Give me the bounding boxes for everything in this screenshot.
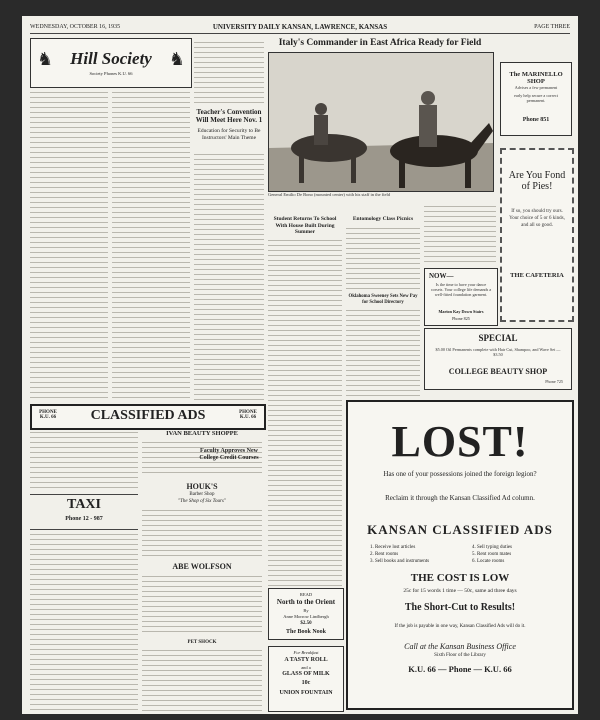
lost-paid: If the job is payable in one way, Kansan Classified Ads will do it. [394, 624, 526, 629]
lost-item: 5. Rent room mates [472, 552, 512, 557]
lost-body: Reclaim it through the Kansan Classified Ad column. [385, 494, 535, 502]
entomology-body [346, 226, 420, 290]
classified-header [30, 404, 266, 430]
taxi-title: TAXI [67, 497, 101, 512]
north-orient-label: READ [299, 592, 313, 597]
faculty-headline: Faculty Approves New College Credit Courses [199, 448, 259, 461]
north-orient-by: By [303, 608, 309, 613]
wolfson-body [142, 574, 262, 636]
column-3-body [194, 152, 264, 402]
lost-item: 6. Locate rooms [472, 559, 505, 564]
entomology-body-2 [346, 308, 420, 396]
classified-phone-right: PHONE K.U. 66 [239, 410, 257, 420]
masthead-date: WEDNESDAY, OCTOBER 16, 1935 [30, 24, 121, 30]
lost-item: 2. Rent rooms [370, 552, 399, 557]
masthead-page: PAGE THREE [534, 24, 570, 30]
newspaper-page [22, 16, 578, 714]
italy-caption: General Emilio De Bono (mounted center) with his staff in the field [268, 192, 391, 197]
tasty-roll-ad [268, 646, 344, 712]
lost-rates: 25c for 15 words 1 time — 50c, same ad three days [403, 588, 517, 594]
entomology-headline: Entomology Class Picnics [352, 216, 414, 222]
horse-rider-icon: ♞ [37, 49, 54, 69]
marinello-ad [500, 62, 572, 136]
wolfson-title: ABE WOLFSON [172, 562, 232, 571]
lost-phone: K.U. 66 — Phone — K.U. 66 [408, 664, 512, 674]
lost-items-left [370, 544, 460, 565]
entomology-sub: Oklahoma Sweeney Sets New Pay for School Directory [348, 294, 418, 305]
now-body: Is the time to have your dance corsets. Your college life demands a well-fitted foundation garment. [430, 282, 492, 297]
lost-ad [346, 400, 574, 710]
now-shop: Marion Kay Down Stairs [438, 309, 484, 314]
cafeteria-body: If so, you should try ours. Your choice of 5 or 6 kinds, and all so good. [509, 209, 565, 228]
society-column-2 [112, 90, 190, 400]
society-column-1 [30, 90, 108, 400]
special-name: COLLEGE BEAUTY SHOP [448, 367, 548, 376]
lost-short-cut: The Short-Cut to Results! [404, 602, 516, 613]
north-orient-title: North to the Orient [276, 598, 336, 606]
classified-column-1b [30, 532, 138, 714]
cafeteria-headline: Are You Fond of Pies! [508, 170, 566, 192]
houks-tag: "The Shop of Six Tours" [178, 499, 226, 504]
lost-item: 1. Receive lost articles [370, 545, 416, 550]
tasty-line3: GLASS OF MILK [282, 671, 330, 677]
lost-items-right [472, 544, 562, 565]
college-beauty-ad [424, 328, 572, 390]
now-phone: Phone 825 [452, 316, 470, 321]
special-phone: Phone 725 [545, 379, 563, 384]
tasty-line2: and a [301, 665, 311, 670]
tasty-name: UNION FOUNTAIN [279, 690, 333, 696]
classified-column-1 [30, 430, 138, 490]
taxi-phone: Phone 12 - 987 [65, 516, 103, 522]
tasty-price: 10c [301, 680, 311, 686]
special-title: SPECIAL [478, 333, 518, 343]
lost-headline: LOST! [391, 417, 529, 466]
taxi-ad [30, 494, 138, 530]
column-3-top [194, 40, 264, 104]
italy-headline: Italy's Commander in East Africa Ready for Field [278, 38, 482, 48]
hill-society-phones: Society Phones K.U. 66 [89, 71, 133, 76]
classified-phone-left: PHONE K.U. 66 [39, 410, 57, 420]
now-title: NOW— [429, 272, 454, 280]
now-ad [424, 268, 498, 326]
general-on-horse-photo [268, 52, 494, 192]
lost-banner: KANSAN CLASSIFIED ADS [367, 522, 553, 537]
marinello-line2: early help secure a correct permanent. [514, 93, 558, 103]
pet-body [142, 648, 262, 714]
houks-body [142, 508, 262, 558]
student-returns-headline: Student Returns To School With House Built During Summer [273, 216, 337, 235]
north-orient-ad [268, 588, 344, 640]
lost-item: 3. Sell books and instruments [370, 559, 430, 564]
student-returns-body [268, 238, 342, 608]
cafeteria-name: THE CAFETERIA [510, 272, 564, 279]
tasty-line1: A TASTY ROLL [284, 657, 328, 663]
column-6-top [424, 204, 496, 264]
hill-society-title: Hill Society [70, 49, 152, 68]
horse-rider-icon-right: ♞ [168, 49, 185, 69]
hill-society-banner [30, 38, 192, 88]
lost-cost: THE COST IS LOW [410, 572, 510, 584]
lost-item: 4. Sell typing duties [472, 545, 512, 550]
horses-illustration [269, 53, 493, 191]
teachers-subhead: Education for Security to Be Instructors' Main Theme [197, 128, 261, 141]
ivans-title: IVAN BEAUTY SHOPPE [166, 430, 238, 437]
marinello-title: The MARINELLO SHOP [509, 71, 563, 85]
masthead-title: UNIVERSITY DAILY KANSAN, LAWRENCE, KANSAS [212, 23, 388, 31]
north-orient-price: $2.50 [300, 621, 312, 626]
cafeteria-ad [500, 148, 574, 322]
houks-title: HOUK'S [186, 482, 218, 491]
special-offer: $5.00 Oil Permanents complete with Hair Cut, Shampoo, and Wave Set — $3.50 [435, 347, 561, 357]
classified-title: CLASSIFIED ADS [90, 408, 206, 423]
teachers-headline: Teacher's Convention Will Meet Here Nov. 1 [195, 108, 263, 124]
pet-title: PET SHOCK [187, 640, 217, 645]
lost-call-sub: Sixth Floor of the Library [434, 653, 486, 658]
masthead [30, 21, 570, 34]
marinello-line1: Advises a few permanent [514, 85, 558, 90]
houks-sub: Barber Shop [189, 492, 215, 497]
lost-call: Call at the Kansan Business Office [404, 642, 516, 651]
lost-sub: Has one of your possessions joined the foreign legion? [383, 470, 537, 478]
marinello-phone: Phone 851 [522, 117, 550, 123]
north-orient-author: Anne Morrow Lindbergh [283, 614, 329, 619]
tasty-label: For Breakfast [293, 650, 319, 655]
north-orient-shop: The Book Nook [285, 629, 326, 635]
